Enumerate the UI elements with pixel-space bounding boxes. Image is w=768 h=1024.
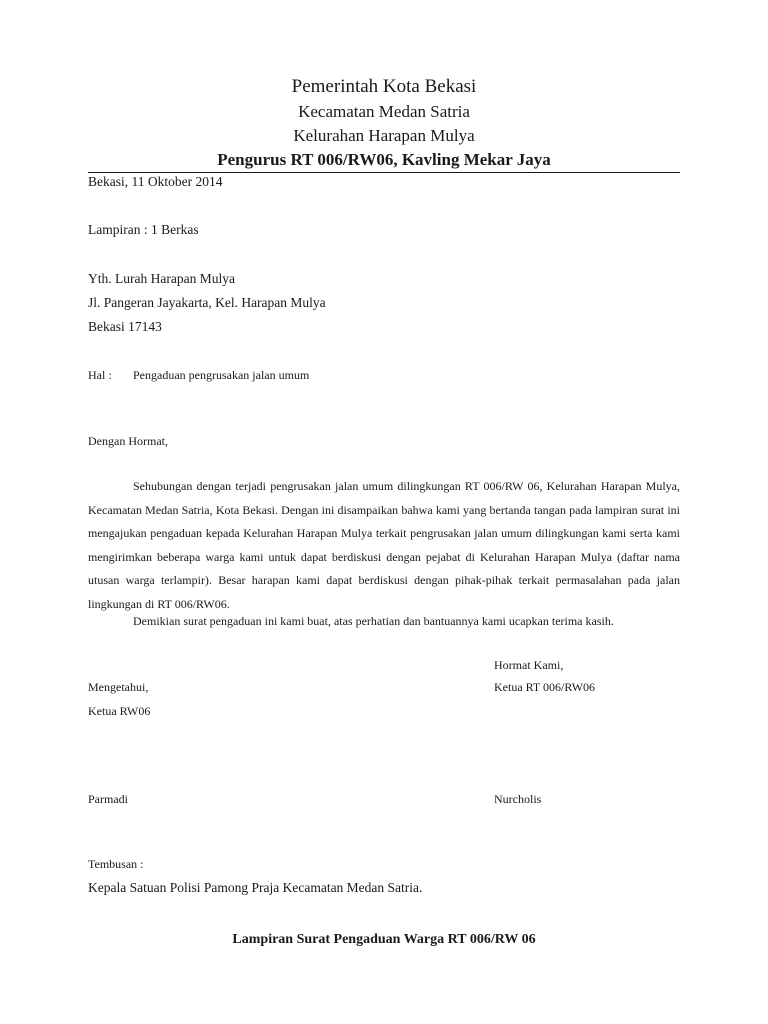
signature-greeting: Hormat Kami, [494,658,564,672]
attachment-line: Lampiran : 1 Berkas [88,222,199,237]
letterhead-committee: Pengurus RT 006/RW06, Kavling Mekar Jaya [217,150,551,169]
body-paragraph-2: Demikian surat pengaduan ini kami buat, atas perhatian dan bantuannya kami ucapkan terima kasih. [133,614,614,628]
subject-label: Hal : [88,368,112,382]
letterhead-divider [88,172,680,173]
recipient-city: Bekasi 17143 [88,319,162,334]
cc-recipient: Kepala Satuan Polisi Pamong Praja Kecamatan Medan Satria. [88,880,423,895]
attachment-title: Lampiran Surat Pengaduan Warga RT 006/RW 06 [232,932,536,947]
salutation: Dengan Hormat, [88,434,168,448]
signature-rt-name: Nurcholis [494,792,542,806]
letterhead-government: Pemerintah Kota Bekasi [291,76,477,97]
letterhead-district: Kecamatan Medan Satria [298,102,470,121]
letter-date: Bekasi, 11 Oktober 2014 [88,174,223,189]
signature-rt-title: Ketua RT 006/RW06 [494,680,596,694]
recipient-address: Jl. Pangeran Jayakarta, Kel. Harapan Mulya [88,295,326,310]
signature-rw-title: Ketua RW06 [88,704,151,718]
signature-rw-name: Parmadi [88,792,128,806]
subject-value: Pengaduan pengrusakan jalan umum [133,368,310,382]
recipient-name: Yth. Lurah Harapan Mulya [88,271,235,286]
acknowledged-label: Mengetahui, [88,680,149,694]
body-paragraph-1: Sehubungan dengan terjadi pengrusakan jalan umum dilingkungan RT 006/RW 06, Kelurahan Harapan Mulya, Kecamatan Medan Satria, Kota Bekasi. Dengan ini disampaikan bahwa kami yang bertanda tangan pada lampiran surat ini mengajukan pengaduan kepada Kelurahan Harapan Mulya terkait pengrusakan jalan umum dilingkungan kami serta kami mengirimkan beberapa warga kami untuk dapat berdiskusi dengan pejabat di Kelurahan Harapan Mulya (daftar nama utusan warga terlampir). Besar harapan kami dapat berdiskusi dengan pihak-pihak terkait permasalahan pada jalan lingkungan di RT 006/RW06. [88,479,680,611]
cc-label: Tembusan : [88,857,144,871]
letterhead-subdistrict: Kelurahan Harapan Mulya [293,126,475,145]
